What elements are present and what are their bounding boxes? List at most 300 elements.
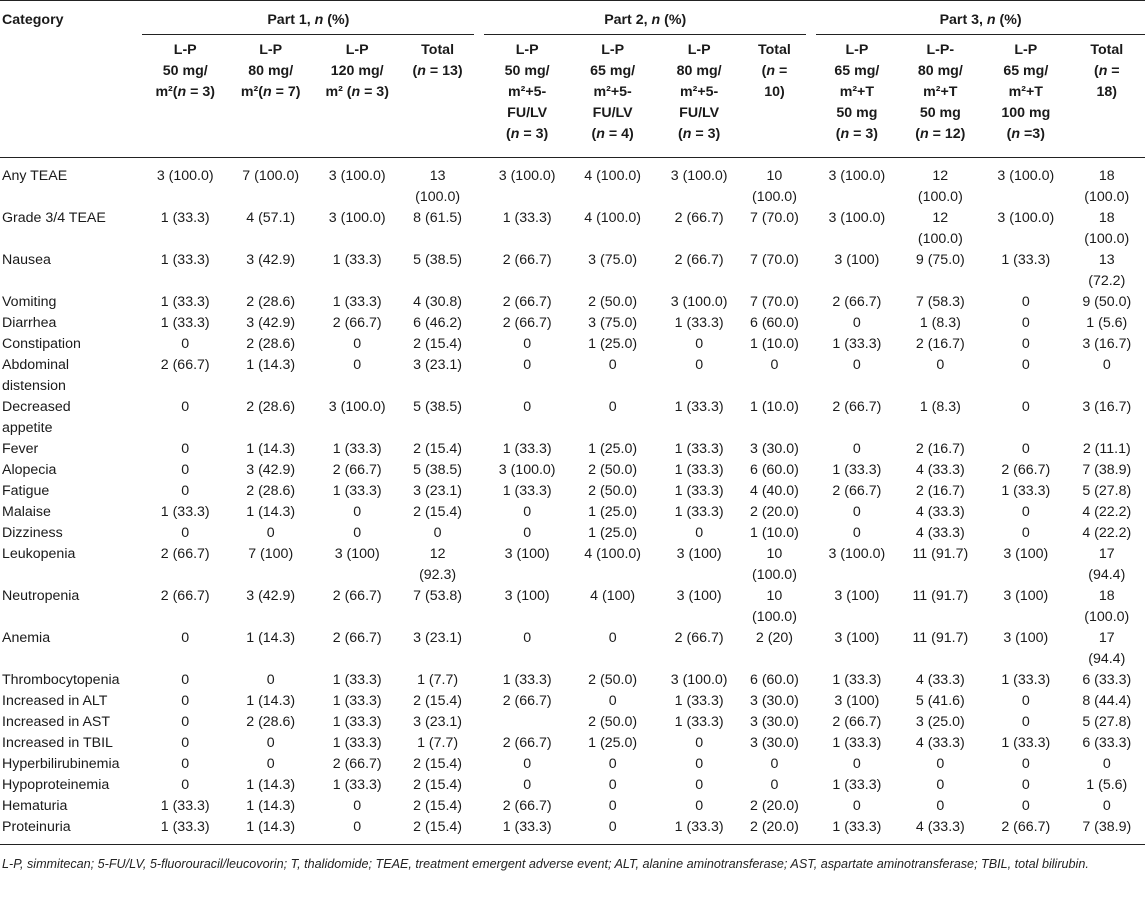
table-cell <box>313 313 401 334</box>
table-row <box>0 208 1145 250</box>
cell-line: 2 (20.0) <box>749 819 799 835</box>
cell-line: 1 (14.3) <box>246 777 296 793</box>
cell-line: 3 (100.0) <box>156 168 214 184</box>
table-cell <box>655 796 743 817</box>
table-cell <box>743 439 806 460</box>
table-cell <box>142 397 227 439</box>
table-cell <box>655 481 743 502</box>
table-cell <box>898 712 983 733</box>
table-cell <box>983 208 1068 250</box>
cell-line: 1 (33.3) <box>502 672 552 688</box>
cell-line: 1 (33.3) <box>332 252 382 268</box>
cell-line: 1 (33.3) <box>832 819 882 835</box>
cell-line: 12 <box>429 546 446 562</box>
cell-line: 13 <box>429 168 446 184</box>
table-cell <box>313 334 401 355</box>
cell-line: 7 (53.8) <box>413 588 463 604</box>
table-cell <box>142 439 227 460</box>
table-cell <box>313 817 401 845</box>
cell-line: 2 (66.7) <box>502 798 552 814</box>
category-line: distension <box>2 378 66 394</box>
cell-line: 1 (33.3) <box>160 294 210 310</box>
dose-header-line: L-P <box>345 42 369 58</box>
cell-line: 2 (66.7) <box>1001 462 1051 478</box>
table-cell <box>743 796 806 817</box>
cell-line: 1 (5.6) <box>1086 315 1128 331</box>
cell-line: 0 <box>695 777 704 793</box>
cell-line: 0 <box>181 693 190 709</box>
table-cell <box>898 796 983 817</box>
cell-line: 3 (100.0) <box>670 168 728 184</box>
cell-line: 1 (33.3) <box>1001 735 1051 751</box>
table-cell <box>142 523 227 544</box>
table-cell <box>401 628 474 670</box>
cell-line: 2 (66.7) <box>160 546 210 562</box>
table-cell <box>228 544 313 586</box>
cell-line: 4 (33.3) <box>915 525 965 541</box>
cell-line: (100.0) <box>751 567 797 583</box>
cell-line: (100.0) <box>415 189 461 205</box>
cell-line: 0 <box>353 525 362 541</box>
category-line: Proteinuria <box>2 819 71 835</box>
cell-line: 2 (16.7) <box>915 483 965 499</box>
table-row <box>0 733 1145 754</box>
cell-line: 0 <box>181 756 190 772</box>
table-cell <box>816 628 897 670</box>
dose-column-header <box>484 35 569 158</box>
table-cell <box>898 481 983 502</box>
table-cell <box>228 158 313 209</box>
cell-line: 1 (10.0) <box>749 399 799 415</box>
cell-line: 1 (33.3) <box>502 441 552 457</box>
table-cell <box>655 158 743 209</box>
table-cell <box>484 754 569 775</box>
category-line: Diarrhea <box>2 315 57 331</box>
table-row <box>0 397 1145 439</box>
cell-line: 1 (33.3) <box>160 819 210 835</box>
dose-header-line: (n = 12) <box>915 126 966 142</box>
table-cell <box>484 460 569 481</box>
cell-line: 7 (38.9) <box>1082 819 1132 835</box>
table-cell <box>1069 733 1145 754</box>
table-cell <box>401 775 474 796</box>
cell-line: 1 (33.3) <box>832 777 882 793</box>
table-cell <box>142 817 227 845</box>
group-gap <box>806 208 816 250</box>
cell-line: 2 (66.7) <box>502 693 552 709</box>
group-gap <box>806 544 816 586</box>
table-cell <box>816 208 897 250</box>
cell-line: 1 (14.3) <box>246 819 296 835</box>
table-cell <box>898 460 983 481</box>
cell-line: 0 <box>936 798 945 814</box>
dose-header-line: (n = 4) <box>591 126 634 142</box>
row-category <box>0 670 142 691</box>
table-cell <box>313 208 401 250</box>
cell-line: 1 (33.3) <box>160 252 210 268</box>
table-cell <box>484 586 569 628</box>
group-gap <box>806 775 816 796</box>
table-cell <box>655 208 743 250</box>
row-category <box>0 586 142 628</box>
group-gap <box>806 502 816 523</box>
cell-line: (100.0) <box>917 231 963 247</box>
cell-line: 0 <box>608 819 617 835</box>
table-cell <box>816 796 897 817</box>
group-gap <box>806 397 816 439</box>
cell-line: 9 (75.0) <box>915 252 965 268</box>
cell-line: 0 <box>695 735 704 751</box>
table-cell <box>898 158 983 209</box>
table-cell <box>228 670 313 691</box>
cell-line: 4 (33.3) <box>915 819 965 835</box>
cell-line: 3 (30.0) <box>749 735 799 751</box>
row-category <box>0 712 142 733</box>
category-line: Any TEAE <box>2 168 68 184</box>
cell-line: 0 <box>433 525 442 541</box>
table-cell <box>743 523 806 544</box>
table-cell <box>816 586 897 628</box>
cell-line: 10 <box>766 588 783 604</box>
group-gap <box>806 334 816 355</box>
cell-line: 3 (100) <box>676 546 722 562</box>
table-cell <box>401 544 474 586</box>
category-line: Hematuria <box>2 798 68 814</box>
table-cell <box>142 733 227 754</box>
dose-header-line: (n =3) <box>1006 126 1045 142</box>
table-cell <box>142 208 227 250</box>
cell-line: 0 <box>608 798 617 814</box>
dose-header-line: m²+5- <box>508 84 547 100</box>
cell-line: 0 <box>181 735 190 751</box>
cell-line: 0 <box>852 357 861 373</box>
table-cell <box>655 754 743 775</box>
cell-line: 1 (33.3) <box>160 210 210 226</box>
cell-line: 4 (22.2) <box>1082 504 1132 520</box>
table-cell <box>313 355 401 397</box>
table-cell <box>228 250 313 292</box>
row-category <box>0 691 142 712</box>
table-cell <box>401 817 474 845</box>
table-cell <box>743 712 806 733</box>
table-row <box>0 817 1145 845</box>
cell-line: 0 <box>608 399 617 415</box>
cell-line: 12 <box>932 168 949 184</box>
cell-line: 0 <box>266 525 275 541</box>
dose-column-header <box>655 35 743 158</box>
cell-line: 0 <box>1021 525 1030 541</box>
row-category <box>0 544 142 586</box>
dose-column-header <box>898 35 983 158</box>
cell-line: 1 (33.3) <box>160 798 210 814</box>
table-cell <box>983 523 1068 544</box>
dose-header-line: m²+5- <box>593 84 632 100</box>
dose-header-line: 50 mg <box>836 105 878 121</box>
cell-line: 0 <box>181 441 190 457</box>
table-cell <box>401 355 474 397</box>
table-row <box>0 292 1145 313</box>
dose-header-line: (n = 13) <box>412 63 463 79</box>
table-row <box>0 586 1145 628</box>
table-cell <box>898 439 983 460</box>
cell-line: 3 (25.0) <box>915 714 965 730</box>
cell-line: 1 (33.3) <box>674 714 724 730</box>
table-cell <box>142 628 227 670</box>
cell-line: (100.0) <box>1084 189 1130 205</box>
cell-line: 1 (25.0) <box>588 336 638 352</box>
dose-header-line: 18) <box>1096 84 1118 100</box>
group-gap <box>474 250 484 292</box>
table-cell <box>1069 460 1145 481</box>
table-cell <box>655 250 743 292</box>
dose-column-header <box>743 35 806 158</box>
table-cell <box>743 586 806 628</box>
dose-header-line: (n = 3) <box>678 126 721 142</box>
table-cell <box>898 733 983 754</box>
group-gap <box>474 586 484 628</box>
cell-line: 3 (100.0) <box>828 546 886 562</box>
cell-line: (100.0) <box>1084 609 1130 625</box>
table-cell <box>743 397 806 439</box>
table-cell <box>655 334 743 355</box>
table-cell <box>655 817 743 845</box>
cell-line: 2 (15.4) <box>413 756 463 772</box>
row-category <box>0 460 142 481</box>
table-cell <box>484 397 569 439</box>
table-cell <box>743 208 806 250</box>
table-cell <box>313 460 401 481</box>
table-cell <box>401 250 474 292</box>
table-cell <box>228 502 313 523</box>
table-cell <box>570 158 655 209</box>
cell-line: 3 (100.0) <box>328 210 386 226</box>
cell-line: 2 (66.7) <box>502 294 552 310</box>
table-cell <box>898 502 983 523</box>
cell-line: 2 (66.7) <box>332 756 382 772</box>
cell-line: 0 <box>770 357 779 373</box>
group-gap <box>474 544 484 586</box>
cell-line: 2 (28.6) <box>246 483 296 499</box>
table-cell <box>142 292 227 313</box>
dose-header-line: 80 mg/ <box>917 63 963 79</box>
table-cell <box>570 712 655 733</box>
table-cell <box>816 733 897 754</box>
cell-line: 3 (100.0) <box>997 210 1055 226</box>
cell-line: 18 <box>1098 210 1115 226</box>
table-cell <box>313 670 401 691</box>
table-cell <box>816 712 897 733</box>
cell-line: 17 <box>1098 630 1115 646</box>
group-gap <box>474 460 484 481</box>
cell-line: 1 (33.3) <box>1001 483 1051 499</box>
table-cell <box>983 460 1068 481</box>
table-cell <box>570 397 655 439</box>
cell-line: 0 <box>1021 693 1030 709</box>
cell-line: 3 (100.0) <box>828 168 886 184</box>
table-cell <box>484 544 569 586</box>
table-cell <box>142 158 227 209</box>
table-cell <box>655 670 743 691</box>
group-gap <box>806 691 816 712</box>
group-gap <box>474 313 484 334</box>
table-row <box>0 250 1145 292</box>
table-cell <box>983 481 1068 502</box>
table-cell <box>898 754 983 775</box>
cell-line: 9 (50.0) <box>1082 294 1132 310</box>
group-gap <box>806 355 816 397</box>
table-cell <box>570 313 655 334</box>
table-cell <box>142 712 227 733</box>
table-cell <box>570 481 655 502</box>
cell-line: 1 (33.3) <box>1001 252 1051 268</box>
cell-line: 0 <box>523 399 532 415</box>
table-row <box>0 481 1145 502</box>
table-cell <box>313 544 401 586</box>
table-cell <box>484 439 569 460</box>
group-gap <box>474 670 484 691</box>
cell-line: 0 <box>181 630 190 646</box>
table-cell <box>983 712 1068 733</box>
table-cell <box>983 733 1068 754</box>
dose-column-header <box>142 35 227 158</box>
cell-line: 0 <box>852 504 861 520</box>
dose-header-line: (n = <box>761 63 788 79</box>
category-line: Nausea <box>2 252 51 268</box>
table-cell <box>401 586 474 628</box>
table-cell <box>228 292 313 313</box>
table-cell <box>484 355 569 397</box>
table-cell <box>1069 250 1145 292</box>
table-cell <box>816 523 897 544</box>
row-category <box>0 796 142 817</box>
cell-line: 4 (100) <box>590 588 636 604</box>
table-cell <box>1069 313 1145 334</box>
cell-line: 2 (66.7) <box>160 357 210 373</box>
table-cell <box>816 439 897 460</box>
group-gap <box>806 523 816 544</box>
cell-line: 7 (100) <box>248 546 294 562</box>
cell-line: 17 <box>1098 546 1115 562</box>
cell-line: 0 <box>181 672 190 688</box>
category-line: Hypoproteinemia <box>2 777 110 793</box>
row-category <box>0 313 142 334</box>
table-cell <box>313 523 401 544</box>
table-cell <box>743 754 806 775</box>
cell-line: 1 (14.3) <box>246 630 296 646</box>
table-cell <box>983 775 1068 796</box>
group-gap <box>474 35 484 158</box>
cell-line: 2 (50.0) <box>588 294 638 310</box>
cell-line: 0 <box>1102 756 1111 772</box>
category-line: Decreased <box>2 399 71 415</box>
table-cell <box>1069 208 1145 250</box>
table-cell <box>228 712 313 733</box>
cell-line: 0 <box>695 798 704 814</box>
dose-header-line: (n = 3) <box>506 126 549 142</box>
cell-line: 1 (5.6) <box>1086 777 1128 793</box>
table-cell <box>655 397 743 439</box>
row-category <box>0 439 142 460</box>
dose-header-line: m² (n = 3) <box>325 84 389 100</box>
cell-line: 2 (50.0) <box>588 672 638 688</box>
cell-line: 0 <box>1102 798 1111 814</box>
group-gap <box>806 460 816 481</box>
cell-line: 1 (7.7) <box>417 672 459 688</box>
cell-line: 2 (11.1) <box>1082 441 1131 457</box>
cell-line: 2 (66.7) <box>332 315 382 331</box>
table-cell <box>983 544 1068 586</box>
dose-header-line: L-P <box>845 42 869 58</box>
cell-line: 3 (100.0) <box>328 399 386 415</box>
table-cell <box>142 544 227 586</box>
cell-line: 0 <box>608 357 617 373</box>
table-cell <box>816 158 897 209</box>
table-cell <box>570 733 655 754</box>
cell-line: 1 (33.3) <box>502 210 552 226</box>
table-cell <box>401 523 474 544</box>
category-line: Increased in AST <box>2 714 111 730</box>
table-cell <box>816 355 897 397</box>
table-cell <box>1069 502 1145 523</box>
table-cell <box>401 313 474 334</box>
category-line: Neutropenia <box>2 588 80 604</box>
table-cell <box>401 712 474 733</box>
table-cell <box>816 292 897 313</box>
cell-line: 3 (23.1) <box>413 714 463 730</box>
dose-header-line: 80 mg/ <box>676 63 722 79</box>
cell-line: 0 <box>1021 714 1030 730</box>
table-cell <box>570 502 655 523</box>
category-line: appetite <box>2 420 53 436</box>
cell-line: 5 (38.5) <box>413 252 463 268</box>
table-cell <box>743 502 806 523</box>
dose-column-header <box>313 35 401 158</box>
cell-line: 1 (33.3) <box>674 462 724 478</box>
group-gap <box>474 208 484 250</box>
row-category <box>0 502 142 523</box>
table-cell <box>313 691 401 712</box>
row-category <box>0 523 142 544</box>
table-row <box>0 754 1145 775</box>
cell-line: 1 (33.3) <box>502 483 552 499</box>
cell-line: (92.3) <box>419 567 457 583</box>
table-cell <box>228 628 313 670</box>
table-cell <box>898 208 983 250</box>
dose-header-line: FU/LV <box>592 105 633 121</box>
cell-line: 3 (100.0) <box>670 672 728 688</box>
table-cell <box>228 481 313 502</box>
table-cell <box>228 397 313 439</box>
dose-column-header <box>401 35 474 158</box>
table-cell <box>142 481 227 502</box>
table-cell <box>313 158 401 209</box>
table-cell <box>142 670 227 691</box>
dose-header-line: 65 mg/ <box>590 63 636 79</box>
table-cell <box>142 460 227 481</box>
cell-line: 0 <box>852 798 861 814</box>
table-cell <box>655 355 743 397</box>
cell-line: 1 (8.3) <box>919 399 961 415</box>
group-gap <box>474 158 484 209</box>
cell-line: 1 (33.3) <box>674 315 724 331</box>
cell-line: 0 <box>695 525 704 541</box>
cell-line: 0 <box>1021 294 1030 310</box>
table-row <box>0 355 1145 397</box>
cell-line: 2 (66.7) <box>332 462 382 478</box>
table-cell <box>484 334 569 355</box>
cell-line: 0 <box>1102 357 1111 373</box>
cell-line: 2 (15.4) <box>413 798 463 814</box>
